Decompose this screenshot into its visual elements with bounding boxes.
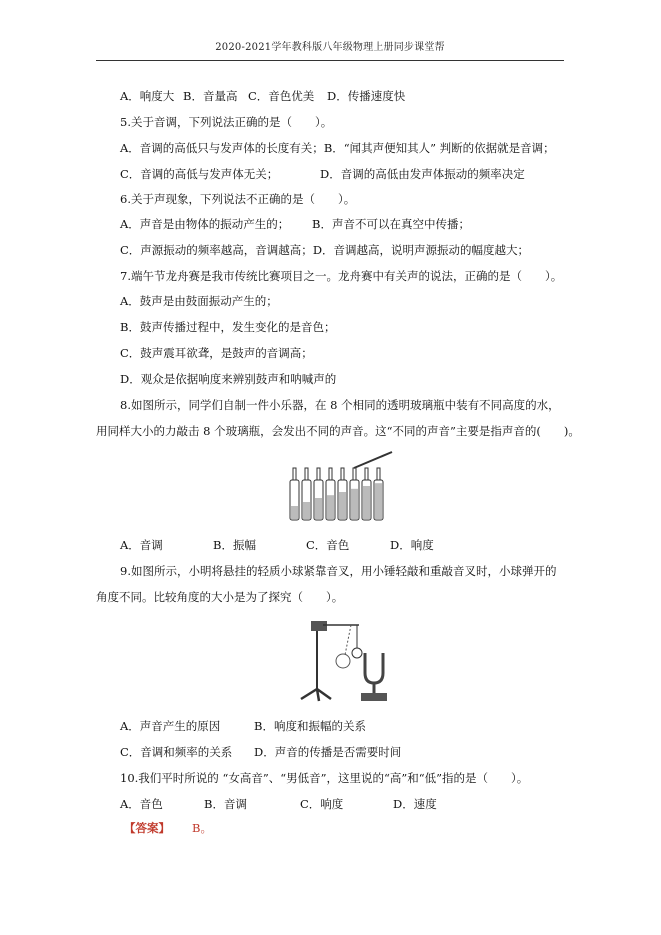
bottle-water <box>351 489 358 519</box>
ball <box>352 648 362 658</box>
q10-options <box>120 796 437 812</box>
bottle-water <box>315 498 322 519</box>
q6-stem: 6.关于声现象，下列说法不正确的是（ ）。 <box>120 192 356 206</box>
bottle-neck <box>329 468 332 480</box>
answer-value: B。 <box>192 821 212 835</box>
glass-bottles-figure <box>284 450 394 522</box>
bottle-neck <box>305 468 308 480</box>
stand-clamp <box>311 621 327 631</box>
header-title: 2020-2021学年教科版八年级物理上册同步课堂帮 <box>215 42 445 53</box>
glass-bottle <box>314 468 323 520</box>
q5-options-row1 <box>120 140 555 156</box>
glass-bottle <box>374 468 383 520</box>
bottle-water <box>363 486 370 519</box>
q4-option-a[interactable]: A．响度大 <box>120 89 175 103</box>
tuning-fork <box>365 653 383 683</box>
glass-bottle <box>362 468 371 520</box>
q9-option-a[interactable]: A．声音产生的原因 <box>120 719 221 733</box>
q7-option-d[interactable]: D．观众是依据响度来辨别鼓声和呐喊声的 <box>120 372 337 386</box>
q4-option-b[interactable]: B．音量高 <box>183 89 238 103</box>
q10-option-a[interactable]: A．音色 <box>120 797 163 811</box>
q7-option-c[interactable]: C．鼓声震耳欲聋，是鼓声的音调高； <box>120 346 313 360</box>
q6-option-d[interactable]: D．音调越高，说明声源振动的幅度越大； <box>312 243 530 257</box>
q10-option-d[interactable]: D．速度 <box>393 797 437 811</box>
q10-stem: 10.我们平时所说的 “女高音”、“男低音”，这里说的“高”和“低”指的是（ ）。 <box>120 771 529 785</box>
q8-stem-line2: 用同样大小的力敲击 8 个玻璃瓶，会发出不同的声音。这“不同的声音”主要是指声音的( )。 <box>96 424 580 438</box>
q4-option-c[interactable]: C．音色优美 <box>248 89 315 103</box>
q7-option-a[interactable]: A．鼓声是由鼓面振动产生的； <box>120 294 278 308</box>
bottle-neck <box>377 468 380 480</box>
q6-option-a[interactable]: A．声音是由物体的振动产生的； <box>120 217 290 231</box>
q8-stem-line1: 8.如图所示，同学们自制一件小乐器，在 8 个相同的透明玻璃瓶中装有不同高度的水， <box>120 398 560 412</box>
q10-option-c[interactable]: C．响度 <box>300 797 344 811</box>
tuning-fork-figure <box>295 615 403 705</box>
glass-bottle <box>350 468 359 520</box>
q8-options <box>120 537 434 553</box>
q9-option-d[interactable]: D．声音的传播是否需要时间 <box>254 745 402 759</box>
answer-label: 【答案】 <box>124 821 170 835</box>
bottle-water <box>327 495 334 519</box>
header-rule <box>96 60 564 61</box>
q6-options-row2 <box>120 242 529 258</box>
glass-bottle <box>290 468 299 520</box>
q5-option-a[interactable]: A．音调的高低只与发声体的长度有关； <box>120 141 324 155</box>
bottle-row <box>290 468 383 520</box>
q10-option-b[interactable]: B．音调 <box>204 797 247 811</box>
answer-line <box>124 820 212 836</box>
stand-base <box>301 689 331 701</box>
glass-bottle <box>338 468 347 520</box>
q6-option-c[interactable]: C．声源振动的频率越高，音调越高； <box>120 243 313 257</box>
bottle-neck <box>341 468 344 480</box>
q9-stem-line1: 9.如图所示，小明将悬挂的轻质小球紧靠音叉，用小锤轻敲和重敲音叉时，小球弹开的 <box>120 564 557 578</box>
glass-bottle <box>326 468 335 520</box>
q4-options <box>120 88 405 104</box>
bottle-water <box>339 492 346 519</box>
q5-options-row2 <box>120 166 525 182</box>
q8-option-d[interactable]: D．响度 <box>390 538 434 552</box>
q7-option-b[interactable]: B．鼓声传播过程中，发生变化的是音色； <box>120 320 336 334</box>
glass-bottle <box>302 468 311 520</box>
striking-stick <box>354 452 392 468</box>
q9-options-row2 <box>120 744 401 760</box>
fork-base <box>361 693 387 701</box>
q6-option-b[interactable]: B．声音不可以在真空中传播； <box>312 217 470 231</box>
q5-option-c[interactable]: C．音调的高低与发声体无关； <box>120 167 279 181</box>
bottle-neck <box>353 468 356 480</box>
bottle-neck <box>293 468 296 480</box>
q9-option-b[interactable]: B．响度和振幅的关系 <box>254 719 366 733</box>
q5-option-d[interactable]: D．音调的高低由发声体振动的频率决定 <box>320 167 525 181</box>
q5-stem: 5.关于音调，下列说法正确的是（ ）。 <box>120 115 333 129</box>
q7-stem: 7.端午节龙舟赛是我市传统比赛项目之一。龙舟赛中有关声的说法，正确的是（ ）。 <box>120 269 563 283</box>
ball-displaced <box>336 654 350 668</box>
q5-option-b[interactable]: B．“闻其声便知其人” 判断的依据就是音调； <box>323 141 555 155</box>
q4-option-d[interactable]: D．传播速度快 <box>327 89 406 103</box>
q8-option-b[interactable]: B．振幅 <box>213 538 256 552</box>
q9-option-c[interactable]: C．音调和频率的关系 <box>120 745 233 759</box>
string-dashed <box>345 625 351 655</box>
bottle-water <box>375 483 382 519</box>
q8-option-c[interactable]: C．音色 <box>306 538 350 552</box>
q8-option-a[interactable]: A．音调 <box>120 538 163 552</box>
q9-options-row1 <box>120 718 366 734</box>
bottle-neck <box>365 468 368 480</box>
q9-stem-line2: 角度不同。比较角度的大小是为了探究（ ）。 <box>96 590 344 604</box>
bottle-water <box>303 502 310 519</box>
q6-options-row1 <box>120 216 470 232</box>
bottle-water <box>291 506 298 519</box>
bottle-neck <box>317 468 320 480</box>
